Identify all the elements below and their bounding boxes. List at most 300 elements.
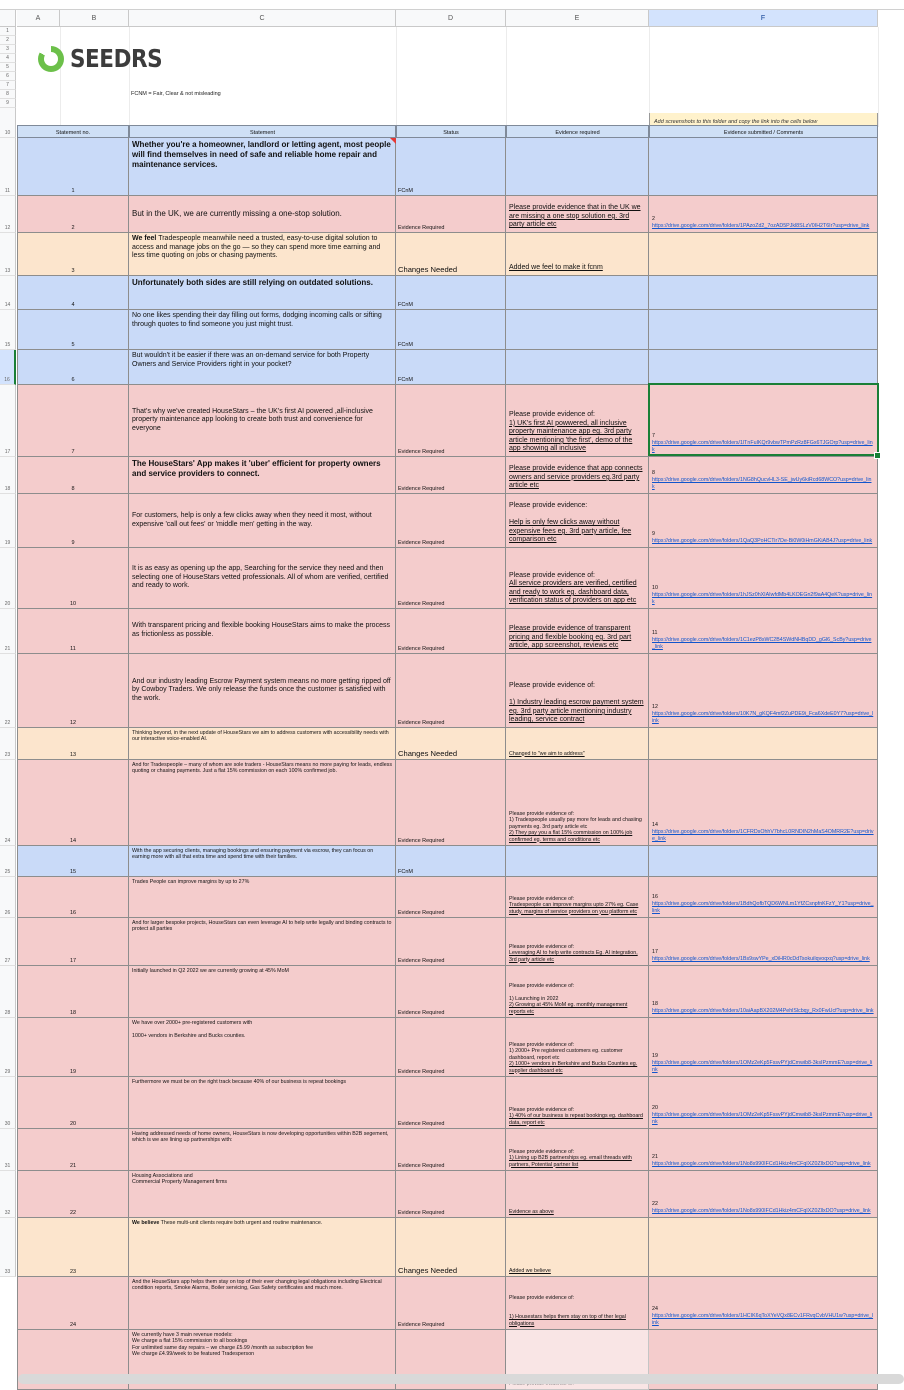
row-header-6[interactable]: 6 [0, 72, 16, 81]
evidence-line: Please provide evidence of: [509, 411, 595, 419]
evidence-folder-note[interactable]: Add screenshots to this folder and copy the link into the cells below [649, 113, 878, 125]
submission-number: 19 [652, 1053, 658, 1060]
row-8-evidence-submitted-cell[interactable] [649, 457, 878, 494]
row-24-statement-cell[interactable] [129, 1277, 396, 1330]
column-header-b[interactable]: B [60, 10, 129, 27]
statement-text [132, 848, 392, 861]
statement-number: 14 [69, 838, 77, 844]
row-21-status-cell[interactable] [396, 1129, 506, 1171]
row-18-number-cell[interactable] [17, 966, 129, 1018]
row-header-13[interactable]: 13 [0, 233, 16, 276]
evidence-line: 1) 2000+ Pre registered customers eg. customer dashboard, report etc [509, 1048, 623, 1061]
row-header-32[interactable]: 32 [0, 1171, 16, 1218]
row-21-number-cell[interactable] [17, 1129, 129, 1171]
row-9-evidence-required-cell[interactable] [506, 494, 649, 548]
statement-text [132, 352, 392, 369]
row-12-statement-cell[interactable] [129, 654, 396, 728]
evidence-line: 1) Lining up B2B partnerships eg. email threads with partners, Potential partner list [509, 1155, 632, 1168]
row-3-number-cell[interactable] [17, 233, 129, 276]
submission-number: 16 [652, 894, 658, 901]
row-17-statement-cell[interactable] [129, 918, 396, 966]
row-18-statement-cell[interactable] [129, 966, 396, 1018]
status-badge: Evidence Required [398, 1322, 445, 1328]
statement-text [132, 1279, 392, 1292]
column-header-f[interactable]: F [649, 10, 878, 27]
grid-line [649, 27, 650, 127]
row-22-evidence-required-cell[interactable] [506, 1171, 649, 1218]
evidence-line: All service providers are verified, certified and ready to work eg. dashboard data, verification status of providers on app etc [509, 580, 637, 605]
statement-lead: We believe [132, 1220, 160, 1226]
row-22-number-cell[interactable] [17, 1171, 129, 1218]
grid-line [396, 27, 397, 127]
drive-folder-link[interactable]: https://drive.google.com/drive/folders/1lTnFuIKQr9vbwTPmPzRz8FGx6TJGOrp?usp=drive_link [652, 440, 873, 454]
row-11-status-cell[interactable] [396, 609, 506, 654]
row-19-evidence-submitted-cell[interactable] [649, 1018, 878, 1077]
status-badge: FCnM [398, 869, 413, 875]
row-23-evidence-required-cell[interactable] [506, 1218, 649, 1277]
row-7-number-cell[interactable] [17, 385, 129, 457]
row-header-19[interactable]: 19 [0, 494, 16, 548]
evidence-line: Added we believe [509, 1267, 551, 1274]
status-badge: Evidence Required [398, 449, 445, 455]
row-5-evidence-required-cell[interactable] [506, 310, 649, 350]
statement-body: That's why we've created HouseStars – the UK's first AI powered ,all-inclusive property maintenance app looking to create both trust and convenience for everyone [132, 407, 373, 432]
row-header-21[interactable]: 21 [0, 609, 16, 654]
row-24-number-cell[interactable] [17, 1277, 129, 1330]
row-1-evidence-required-cell[interactable] [506, 138, 649, 196]
row-24-status-cell[interactable] [396, 1277, 506, 1330]
row-10-statement-cell[interactable] [129, 548, 396, 609]
statement-text [132, 678, 392, 704]
statement-number: 9 [71, 540, 75, 546]
row-8-number-cell[interactable] [17, 457, 129, 494]
row-16-evidence-submitted-cell[interactable] [649, 877, 878, 918]
statement-number: 22 [69, 1210, 77, 1216]
row-15-evidence-submitted-cell[interactable] [649, 846, 878, 877]
row-23-status-cell[interactable] [396, 1218, 506, 1277]
row-7-evidence-required-cell[interactable] [506, 385, 649, 457]
statement-number: 15 [69, 869, 77, 875]
row-header-12[interactable]: 12 [0, 196, 16, 233]
row-10-evidence-submitted-cell[interactable] [649, 548, 878, 609]
row-7-evidence-submitted-cell[interactable] [649, 385, 878, 457]
row-header-30[interactable]: 30 [0, 1077, 16, 1129]
row-22-evidence-submitted-cell[interactable] [649, 1171, 878, 1218]
row-14-evidence-submitted-cell[interactable] [649, 760, 878, 846]
statement-number: 18 [69, 1010, 77, 1016]
row-header-5[interactable]: 5 [0, 63, 16, 72]
row-header-8[interactable]: 8 [0, 90, 16, 99]
row-header-7[interactable]: 7 [0, 81, 16, 90]
row-2-statement-cell[interactable] [129, 196, 396, 233]
evidence-line: 1) UK's first AI powwered, all inclusive property maintenance app eg. 3rd party article mentioning 'the first', demo of the app showing all inclusive [509, 419, 633, 453]
drive-folder-link[interactable]: https://drive.google.com/drive/folders/10aiAapBX202M4PehlSlcbqy_Rx0FwUcf?usp=drive_link [652, 1008, 874, 1015]
evidence-line: 1) Tradespeople usually pay more for leads and chasiing payments eg. 3rd party article etc [509, 817, 642, 830]
row-20-evidence-required-cell[interactable] [506, 1077, 649, 1129]
drive-folder-link[interactable]: https://drive.google.com/drive/folders/10K7N_gKQF4mf2ZuPDE9i_Fca6XdeE0Y7?usp=drive_link [652, 711, 874, 725]
statement-number: 11 [70, 646, 76, 652]
statement-number: 3 [71, 268, 75, 274]
statement-text [132, 1220, 392, 1226]
row-19-statement-cell[interactable] [129, 1018, 396, 1077]
row-4-evidence-required-cell[interactable] [506, 276, 649, 310]
status-badge: Evidence Required [398, 838, 445, 844]
grid-line [60, 27, 61, 127]
row-header-16[interactable]: 16 [0, 350, 16, 385]
seedrs-logo [38, 44, 177, 73]
evidence-line: Please provide evidence that in the UK we are missing a one stop solution eg. 3rd party article etc [509, 204, 641, 229]
row-header-28[interactable]: 28 [0, 966, 16, 1018]
row-14-number-cell[interactable] [17, 760, 129, 846]
row-header-33[interactable]: 33 [0, 1218, 16, 1277]
statement-body: We have over 2000+ pre-registered customers with 1000+ vendors in Berkshire and Bucks counties. [132, 1020, 253, 1039]
evidence-line: Changed to "we aim to address" [509, 750, 585, 757]
row-13-evidence-required-cell[interactable] [506, 728, 649, 760]
statement-text [132, 512, 392, 529]
drive-folder-link[interactable]: https://drive.google.com/drive/folders/1Bs9swYPe_xDiHR0cDdTsokuiIqvoqxq?usp=drive_link [652, 956, 870, 963]
row-7-statement-cell[interactable] [129, 385, 396, 457]
statement-number: 5 [71, 342, 75, 348]
row-6-number-cell[interactable] [17, 350, 129, 385]
row-3-evidence-required-cell[interactable] [506, 233, 649, 276]
row-9-statement-cell[interactable] [129, 494, 396, 548]
row-15-status-cell[interactable] [396, 846, 506, 877]
row-13-number-cell[interactable] [17, 728, 129, 760]
evidence-line: 2) Growing at 45% MoM eg. monthly management reports etc [509, 1002, 628, 1015]
row-15-evidence-required-cell[interactable] [506, 846, 649, 877]
evidence-line: 2) 1000+ vendors in Berkshire and Bucks Counties eg. supplier dashboard etc [509, 1061, 638, 1074]
row-12-number-cell[interactable] [17, 654, 129, 728]
select-all-corner[interactable] [0, 10, 16, 27]
seedrs-logo-icon [38, 46, 64, 72]
evidence-line: Leveraging AI to help write contracts Eg. AI integration, 3rd party article etc [509, 950, 638, 963]
statement-number: 19 [69, 1069, 77, 1075]
row-6-statement-cell[interactable] [129, 350, 396, 385]
header-status[interactable]: Status [396, 125, 506, 138]
row-20-number-cell[interactable] [17, 1077, 129, 1129]
statement-body: Initially launched in Q2 2022 we are currently growing at 45% MoM [132, 968, 289, 974]
statement-body: These multi-unit clients require both urgent and routine maintenance. [159, 1220, 323, 1226]
logo-text: SEEDRS [70, 44, 163, 73]
row-8-evidence-required-cell[interactable] [506, 457, 649, 494]
evidence-line: Please provide evidence that app connects owners and service providers eg.3rd party article etc [509, 465, 643, 490]
row-13-status-cell[interactable] [396, 728, 506, 760]
row-2-number-cell[interactable] [17, 196, 129, 233]
row-header-11[interactable]: 11 [0, 138, 16, 196]
statement-text [132, 209, 392, 219]
statement-text [132, 1332, 392, 1358]
submission-number: 7 [652, 433, 655, 440]
row-1-status-cell[interactable] [396, 138, 506, 196]
statement-body: With transparent pricing and flexible booking HouseStars aims to make the process as frictionless as possible. [132, 622, 390, 638]
submission-number: 24 [652, 1306, 658, 1313]
evidence-line: 1) Industry leading escrow payment system eg. 3rd party article mentioning industry leading, service contract [509, 699, 644, 724]
row-21-evidence-submitted-cell[interactable] [649, 1129, 878, 1171]
row-header-18[interactable]: 18 [0, 457, 16, 494]
statement-number: 6 [71, 377, 75, 383]
row-header-24[interactable]: 24 [0, 760, 16, 846]
status-badge: Evidence Required [398, 1163, 445, 1169]
status-badge: Evidence Required [398, 601, 445, 607]
column-header-e[interactable]: E [506, 10, 649, 27]
statement-number: 16 [69, 910, 77, 916]
row-17-number-cell[interactable] [17, 918, 129, 966]
status-badge: Evidence Required [398, 720, 445, 726]
status-badge: Evidence Required [398, 958, 445, 964]
evidence-line [509, 511, 645, 520]
evidence-line: Please provide evidence of: [509, 810, 575, 817]
drive-folder-link[interactable]: https://drive.google.com/drive/folders/1No8s990IFCd1Hkiz4mCFqIXZ0ZllxDO?usp=drive_link [652, 1208, 871, 1215]
row-23-statement-cell[interactable] [129, 1218, 396, 1277]
drive-folder-link[interactable]: https://drive.google.com/drive/folders/1HCIK6qToXYeVQx8ECv1FRvqCvbVHU1w?usp=drive_link [652, 1313, 874, 1327]
row-header-22[interactable]: 22 [0, 654, 16, 728]
row-header-20[interactable]: 20 [0, 548, 16, 609]
row-22-status-cell[interactable] [396, 1171, 506, 1218]
status-badge: Evidence Required [398, 486, 445, 492]
status-badge: Evidence Required [398, 1010, 445, 1016]
drive-folder-link[interactable]: https://drive.google.com/drive/folders/1No8s990IFCd1Hkiz4mCFqIXZ0ZllxDO?usp=drive_link [652, 1161, 871, 1168]
statement-body: And the HouseStars app helps them stay on top of their ever changing legal obligations including Electrical condition reports, Smoke Alarms, Boiler servicing, Gas Safety certificates and much more. [132, 1279, 382, 1292]
statement-lead: We feel [132, 235, 157, 242]
row-3-evidence-submitted-cell[interactable] [649, 233, 878, 276]
row-23-number-cell[interactable] [17, 1218, 129, 1277]
statement-number: 13 [69, 752, 77, 758]
evidence-line: Please provide evidence of: [509, 982, 575, 989]
submission-number: 9 [652, 531, 655, 538]
row-header-9[interactable]: 9 [0, 99, 16, 108]
row-21-statement-cell[interactable] [129, 1129, 396, 1171]
row-header-4[interactable]: 4 [0, 54, 16, 63]
row-4-evidence-submitted-cell[interactable] [649, 276, 878, 310]
row-1-statement-cell[interactable] [129, 138, 396, 196]
row-4-number-cell[interactable] [17, 276, 129, 310]
header-statement[interactable]: Statement [129, 125, 396, 138]
statement-body: We currently have 3 main revenue models: We charge a flat 15% commission to all bookings For unlimited same day repairs – we charge £5.99 /month as subscription fee We charge £4.99/week to be featured Tradesperson [132, 1332, 314, 1358]
row-header-10[interactable]: 10 [0, 108, 16, 138]
drive-folder-link[interactable]: https://drive.google.com/drive/folders/1OMz2eKp5FssvPYjdCmwib8-3ksIPzmmE?usp=drive_link [652, 1112, 873, 1126]
statement-body: And for larger bespoke projects, HouseStars can even leverage AI to help write legally and binding contracts to protect all parties [132, 920, 392, 933]
evidence-line: Evidence as above [509, 1208, 554, 1215]
drive-folder-link[interactable]: https://drive.google.com/drive/folders/1OMz2eKp5FssvPYjdCmwib8-3ksIPzmmE?usp=drive_link [652, 1060, 873, 1074]
status-badge: Changes Needed [398, 749, 458, 758]
drive-folder-link[interactable]: https://drive.google.com/drive/folders/1CFRDsOhhV7bhcL0RNDIN2hMaS4OMRR2E?usp=drive_link [652, 829, 874, 843]
statement-body: Furthermore we must be on the right track because 40% of our business is repeat bookings [132, 1079, 347, 1085]
evidence-line: Please provide evidence: [509, 502, 588, 510]
row-22-statement-cell[interactable] [129, 1171, 396, 1218]
row-6-status-cell[interactable] [396, 350, 506, 385]
row-12-status-cell[interactable] [396, 654, 506, 728]
row-3-statement-cell[interactable] [129, 233, 396, 276]
statement-number: 2 [71, 225, 75, 231]
toolbar-strip [0, 0, 904, 10]
row-4-statement-cell[interactable] [129, 276, 396, 310]
row-24-evidence-required-cell[interactable] [506, 1277, 649, 1330]
evidence-line [509, 691, 645, 700]
statement-text [132, 278, 392, 288]
row-4-status-cell[interactable] [396, 276, 506, 310]
column-header-a[interactable]: A [17, 10, 60, 27]
statement-body: And for Tradespeople – many of whom are sole traders - HouseStars means no more paying for leads, endless quoting or chasing payments. Just a flat 15% commission on each 100% confirmed job. [132, 762, 392, 775]
row-3-status-cell[interactable] [396, 233, 506, 276]
row-16-number-cell[interactable] [17, 877, 129, 918]
status-badge: FCnM [398, 377, 413, 383]
statement-number: 1 [71, 188, 75, 194]
row-11-number-cell[interactable] [17, 609, 129, 654]
status-badge: Evidence Required [398, 1121, 445, 1127]
row-header-14[interactable]: 14 [0, 276, 16, 310]
row-header-17[interactable]: 17 [0, 385, 16, 457]
row-15-statement-cell[interactable] [129, 846, 396, 877]
row-14-statement-cell[interactable] [129, 760, 396, 846]
statement-text [132, 408, 392, 434]
row-header-27[interactable]: 27 [0, 918, 16, 966]
row-9-evidence-submitted-cell[interactable] [649, 494, 878, 548]
row-header-26[interactable]: 26 [0, 877, 16, 918]
row-header-1[interactable]: 1 [0, 27, 16, 36]
statement-text [132, 622, 392, 639]
statement-text [132, 730, 392, 743]
submission-number: 21 [652, 1154, 658, 1161]
fcnm-legend[interactable]: FCNM = Fair, Clear & not misleading [131, 91, 221, 97]
row-6-evidence-required-cell[interactable] [506, 350, 649, 385]
row-21-evidence-required-cell[interactable] [506, 1129, 649, 1171]
horizontal-scrollbar[interactable] [18, 1374, 904, 1384]
evidence-line: Please provide evidence of: [509, 895, 575, 902]
row-18-evidence-required-cell[interactable] [506, 966, 649, 1018]
statement-text [132, 879, 392, 885]
row-5-number-cell[interactable] [17, 310, 129, 350]
row-19-number-cell[interactable] [17, 1018, 129, 1077]
row-20-statement-cell[interactable] [129, 1077, 396, 1129]
row-11-evidence-required-cell[interactable] [506, 609, 649, 654]
row-16-statement-cell[interactable] [129, 877, 396, 918]
submission-number: 12 [652, 704, 658, 711]
row-9-status-cell[interactable] [396, 494, 506, 548]
row-16-evidence-required-cell[interactable] [506, 877, 649, 918]
row-header-2[interactable]: 2 [0, 36, 16, 45]
row-2-evidence-required-cell[interactable] [506, 196, 649, 233]
statement-body: No one likes spending their day filling out forms, dodging incoming calls or sifting through quotes to find someone you just might trust. [132, 312, 382, 328]
row-header-23[interactable]: 23 [0, 728, 16, 760]
row-2-status-cell[interactable] [396, 196, 506, 233]
status-badge: Evidence Required [398, 646, 445, 652]
statement-number: 21 [69, 1163, 77, 1169]
statement-body: Having addressed needs of home owners, HouseStars is now developing opportunities within B2B segement, which is we are lining up partnerships with: [132, 1131, 389, 1144]
header-evidence-required[interactable]: Evidence required [506, 125, 649, 138]
row-11-statement-cell[interactable] [129, 609, 396, 654]
row-header-29[interactable]: 29 [0, 1018, 16, 1077]
drive-folder-link[interactable]: https://drive.google.com/drive/folders/1NG8hQucvHL3-SE_jwUy6kiRcd68WCO?usp=drive_link [652, 477, 872, 491]
evidence-line: 1) Housestars helps them stay on top of ther legal obligations [509, 1314, 626, 1327]
row-header-25[interactable]: 25 [0, 846, 16, 877]
status-badge: Evidence Required [398, 540, 445, 546]
column-header-d[interactable]: D [396, 10, 506, 27]
row-7-status-cell[interactable] [396, 385, 506, 457]
row-6-evidence-submitted-cell[interactable] [649, 350, 878, 385]
row-header-31[interactable]: 31 [0, 1129, 16, 1171]
row-16-status-cell[interactable] [396, 877, 506, 918]
row-5-status-cell[interactable] [396, 310, 506, 350]
submission-number: 10 [652, 585, 658, 592]
drive-folder-link[interactable]: https://drive.google.com/drive/folders/1PAzoZd2_7ozAD5PJkl8SLzV0IH2T6Ir?usp=drive_link [652, 223, 870, 230]
evidence-line: 1) 40% of our business is repeat bookings eg. dashboard data, report etc [509, 1113, 643, 1126]
row-18-evidence-submitted-cell[interactable] [649, 966, 878, 1018]
row-14-status-cell[interactable] [396, 760, 506, 846]
row-1-number-cell[interactable] [17, 138, 129, 196]
row-header-15[interactable]: 15 [0, 310, 16, 350]
statement-body: But wouldn't it be easier if there was an on-demand service for both Property Owners and Service Providers right in your pocket? [132, 352, 370, 368]
row-11-evidence-submitted-cell[interactable] [649, 609, 878, 654]
row-17-evidence-required-cell[interactable] [506, 918, 649, 966]
submission-number: 20 [652, 1105, 658, 1112]
statement-number: 24 [69, 1322, 77, 1328]
statement-body: Trades People can improve margins by up to 27% [132, 879, 250, 885]
row-8-status-cell[interactable] [396, 457, 506, 494]
drive-folder-link[interactable]: https://drive.google.com/drive/folders/1hJSz0hXIAIwfdMb4LKOEGn2f9aA4QeK?usp=drive_link [652, 592, 873, 606]
evidence-line: Please provide evidence of: [509, 571, 595, 579]
row-8-statement-cell[interactable] [129, 457, 396, 494]
row-13-statement-cell[interactable] [129, 728, 396, 760]
header-evidence-submitted[interactable]: Evidence submitted / Comments [649, 125, 878, 138]
statement-number: 4 [71, 302, 75, 308]
row-20-evidence-submitted-cell[interactable] [649, 1077, 878, 1129]
row-19-evidence-required-cell[interactable] [506, 1018, 649, 1077]
row-14-evidence-required-cell[interactable] [506, 760, 649, 846]
statement-text [132, 235, 392, 261]
row-10-number-cell[interactable] [17, 548, 129, 609]
row-9-number-cell[interactable] [17, 494, 129, 548]
row-17-evidence-submitted-cell[interactable] [649, 918, 878, 966]
statement-text [132, 312, 392, 329]
row-24-evidence-submitted-cell[interactable] [649, 1277, 878, 1330]
evidence-line: 1) Launching in 2022 [509, 995, 559, 1002]
row-5-evidence-submitted-cell[interactable] [649, 310, 878, 350]
status-badge: Changes Needed [398, 265, 458, 274]
row-17-status-cell[interactable] [396, 918, 506, 966]
drive-folder-link[interactable]: https://drive.google.com/drive/folders/1BdhQofbTQD6WNLm1YfZCsnpfnKFzY_Y1?usp=drive_link [652, 901, 874, 915]
row-15-number-cell[interactable] [17, 846, 129, 877]
row-12-evidence-required-cell[interactable] [506, 654, 649, 728]
row-19-status-cell[interactable] [396, 1018, 506, 1077]
drive-folder-link[interactable]: https://drive.google.com/drive/folders/1QaQ3PoHCTir7De-Bi0W0iHmGKiAB4J?usp=drive_link [652, 538, 873, 545]
statement-text [132, 140, 392, 169]
statement-body: For customers, help is only a few clicks away when they need it most, without expensive 'call out fees' or 'middle men' getting in the way. [132, 511, 372, 528]
drive-folder-link[interactable]: https://drive.google.com/drive/folders/1C1ezP8sWC2B4SWdNHBqDD_gGl6_ScBy?usp=drive_link [652, 637, 872, 651]
row-20-status-cell[interactable] [396, 1077, 506, 1129]
row-13-evidence-submitted-cell[interactable] [649, 728, 878, 760]
header-statement-no[interactable]: Statement no. [17, 125, 129, 138]
row-10-status-cell[interactable] [396, 548, 506, 609]
row-5-statement-cell[interactable] [129, 310, 396, 350]
statement-body: It is as easy as opening up the app, Searching for the service they need and then selecting one of HouseStars vetted professionals. All of whom are verified, certified and ready to work. [132, 565, 389, 590]
row-1-evidence-submitted-cell[interactable] [649, 138, 878, 196]
comment-indicator-icon[interactable] [390, 138, 396, 144]
row-2-evidence-submitted-cell[interactable] [649, 196, 878, 233]
statement-number: 10 [69, 601, 77, 607]
row-10-evidence-required-cell[interactable] [506, 548, 649, 609]
column-header-c[interactable]: C [129, 10, 396, 27]
evidence-line: Please provide evidence of: [509, 1294, 575, 1301]
row-header-3[interactable]: 3 [0, 45, 16, 54]
statement-body: Tradespeople meanwhile need a trusted, easy-to-use digital solution to access and manage jobs on the go — so they can spend more time earning and less time quoting on jobs or chasing payments. [132, 235, 381, 260]
row-12-evidence-submitted-cell[interactable] [649, 654, 878, 728]
fill-handle[interactable] [874, 452, 881, 459]
submission-number: 8 [652, 470, 655, 477]
evidence-line: Please provide evidence of: [509, 943, 575, 950]
row-18-status-cell[interactable] [396, 966, 506, 1018]
status-badge: FCnM [398, 342, 413, 348]
row-23-evidence-submitted-cell[interactable] [649, 1218, 878, 1277]
